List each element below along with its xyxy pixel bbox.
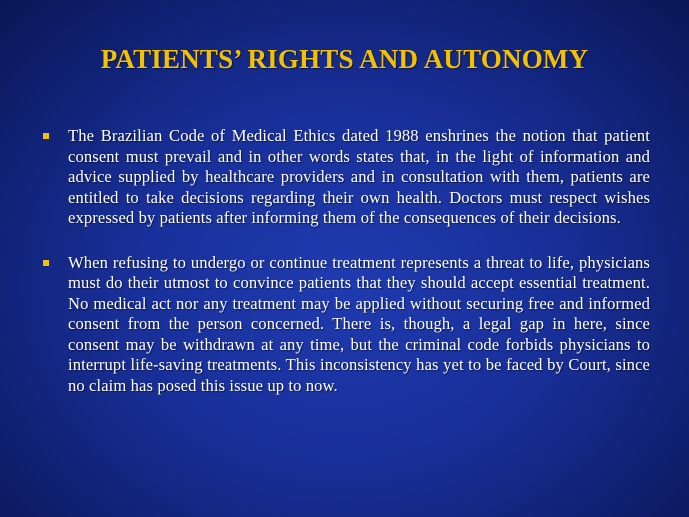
bullet-item-consent [38, 126, 650, 229]
bullet-list [38, 126, 650, 420]
bullet-text: When refusing to undergo or continue treatment represents a threat to life, physicians must do their utmost to convince patients that they should accept essential treatment. No medical act nor any treatment may be applied without securing free and informed consent from the person concerned. There is, though, a legal gap in here, since consent may be withdrawn at any time, but the criminal code forbids physicians to interrupt life-saving treatments. This inconsistency has yet to be faced by Court, since no claim has posed this issue up to now. [68, 252, 650, 395]
square-bullet-icon [43, 260, 49, 266]
bullet-item-refusal [38, 253, 650, 397]
slide-title: PATIENTS’ RIGHTS AND AUTONOMY [100, 44, 589, 74]
bullet-text: The Brazilian Code of Medical Ethics dated 1988 enshrines the notion that patient consent must prevail and in other words states that, in the light of information and advice supplied by healthcare providers and in consultation with them, patients are entitled to take decisions regarding their own health. Doctors must respect wishes expressed by patients after informing them of the consequences of their decisions. [68, 126, 650, 227]
square-bullet-icon [43, 133, 49, 139]
